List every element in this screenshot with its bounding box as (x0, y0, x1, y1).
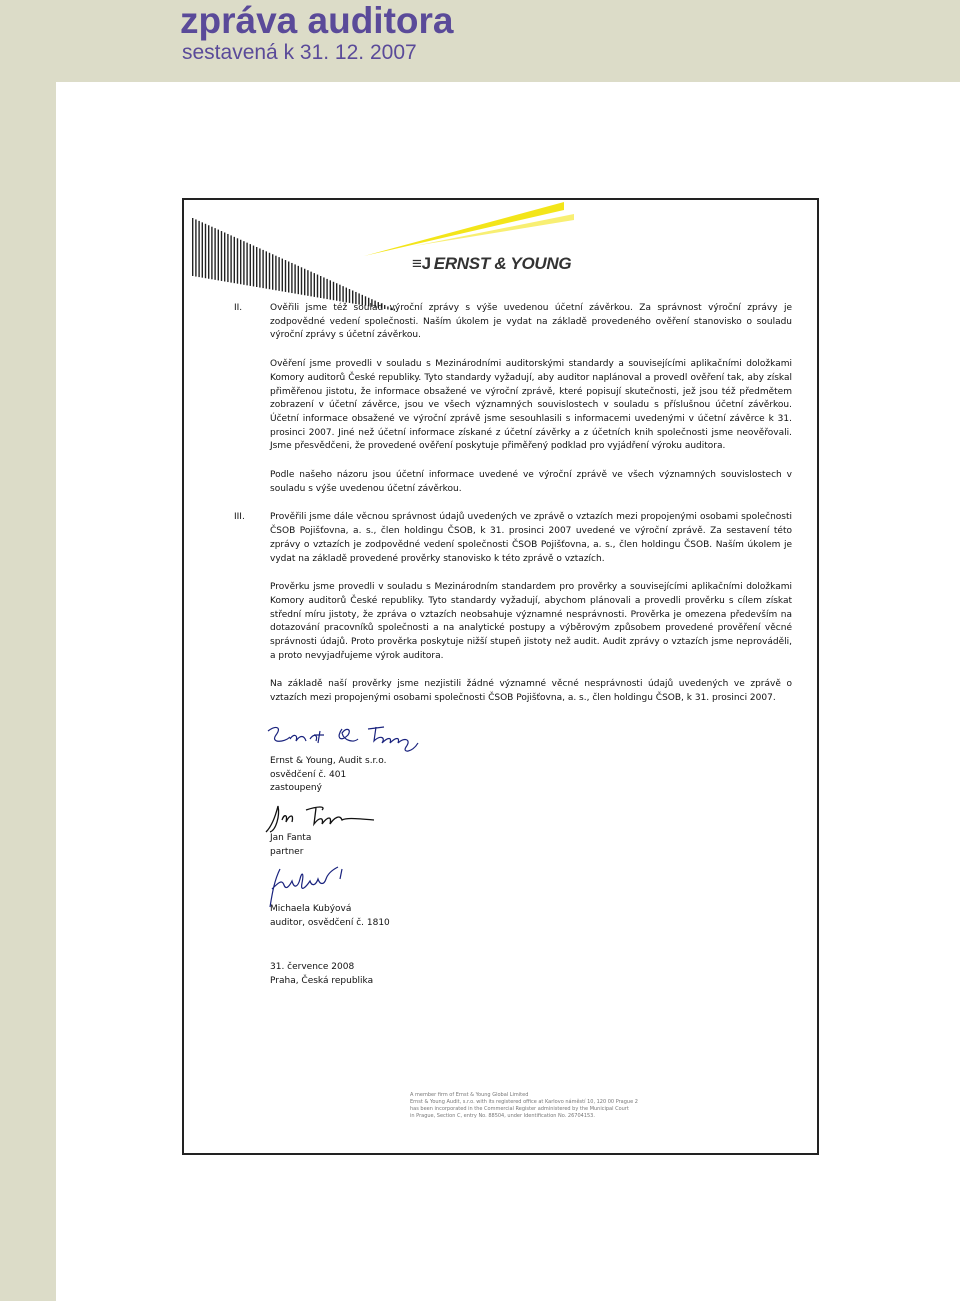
logo-ray (298, 266, 299, 294)
represented-label: zastoupený (270, 783, 322, 794)
firm-handwritten-signature-icon (262, 719, 442, 759)
logo-ray (237, 238, 238, 283)
paragraph: Ověřili jsme též soulad výroční zprávy s výše uvedenou účetní závěrkou. Za správnost výroční zprávy je zodpovědné vedení společnosti. Naším úkolem je vydat na základě provedeného ověření stanovisko o souladu výroční zprávy s účetní závěrkou. (270, 303, 792, 341)
logo-ray (275, 256, 276, 291)
logo-ray (214, 228, 215, 280)
logo-ray (272, 254, 273, 290)
logo-ray (253, 246, 254, 287)
logo-ray (227, 234, 228, 282)
logo-ray (278, 257, 279, 291)
logo-ray (234, 237, 235, 283)
footer-line: in Prague, Section C, entry No. 88504, under Identification No. 26704153. (410, 1113, 595, 1119)
signature-block (234, 721, 792, 988)
logo-ray (288, 262, 289, 293)
logo-ray (330, 280, 331, 299)
logo-ray (230, 235, 231, 282)
logo-ray (326, 279, 327, 299)
auditor-role: auditor, osvědčení č. 1810 (270, 918, 390, 929)
logo-ray (250, 244, 251, 286)
report-subtitle: sestavená k 31. 12. 2007 (182, 41, 417, 64)
paragraph: Ověření jsme provedli v souladu s Mezinárodními auditorskými standardy a souvisejícími aplikačními doložkami Komory auditorů České republiky. Tyto standardy vyžadují, aby auditor naplánoval a provedl ověření tak, aby získal přiměřenou jistotu, že informace obsažené ve výroční zprávě, které popisují skutečnosti, jež jsou též předmětem zobrazení v účetní závěrce, jsou ve všech významných souvislostech v souladu s příslušnou účetní závěrkou. Účetní informace obsažené ve výroční zprávě jsme sesouhlasili s informacemi uvedenými v účetní závěrce k 31. prosinci 2007. Jiné než účetní informace získané z účetní závěrky a z účetních knih společnosti jsme neověřovali. Jsme přesvědčeni, že provedené ověření poskytuje přiměřený podklad pro vyjádření výroku auditora. (270, 359, 792, 452)
logo-ray (342, 286, 343, 302)
paragraph: Prověřili jsme dále věcnou správnost údajů uvedených ve zprávě o vztazích mezi propojenými osobami společnosti ČSOB Pojišťovna, a. s., člen holdingu ČSOB, k 31. prosinci 2007 uvedené ve výroční zprávě. Za sestavení této zprávy o vztazích je zodpovědné vedení společnosti ČSOB Pojišťovna, a. s., člen holdingu ČSOB. Naším úkolem je vydat na základě provedené prověrky stanovisko k této zprávě o vztazích. (270, 512, 792, 564)
paragraph: Podle našeho názoru jsou účetní informace uvedené ve výroční zprávě ve všech významných souvislostech v souladu s výše uvedenou účetní závěrkou. (270, 470, 792, 494)
section-number: III. (234, 512, 245, 523)
logo-ray (314, 273, 315, 297)
logo-ray (262, 250, 263, 288)
logo-ray (221, 231, 222, 281)
logo-ray (202, 222, 203, 277)
logo-ray (205, 224, 206, 278)
partner-signature (270, 802, 792, 832)
logo-ray (323, 277, 324, 298)
logo-ray (349, 289, 350, 303)
logo-ray (240, 240, 241, 285)
logo-ray (320, 276, 321, 298)
auditor-signature (270, 867, 792, 903)
section-number: II. (234, 303, 243, 313)
logo-ray (304, 269, 305, 296)
paragraph: Prověrku jsme provedli v souladu s Mezinárodním standardem pro prověrky a souvisejícími aplikačními doložkami Komory auditorů České republiky. Tyto standardy vyžadují, abychom plánovali a provedli prověrku s cílem získat střední míru jistoty, že zpráva o vztazích neobsahuje významné nesprávnosti. Prověrka je omezena především na dotazování pracovníků společnosti a na analytické postupy a výběrovým způsobem provedené prověření věcné správnosti údajů. Proto prověrka poskytuje nižší stupeň jistoty než audit. Audit zprávy o vztazích jsme neprováděli, a proto nevyjadřujeme výrok auditora. (270, 582, 792, 661)
logo-ray (246, 243, 247, 286)
logo-ray (211, 227, 212, 280)
logo-ray (198, 221, 199, 277)
footer-line: has been incorporated in the Commercial Register administered by the Municipal Court (410, 1106, 629, 1112)
logo-ray (291, 263, 292, 293)
logo-ray (243, 241, 244, 285)
logo-ray (266, 251, 267, 288)
letter-place: Praha, Česká republika (270, 975, 374, 986)
ernst-young-logo (412, 254, 571, 274)
paragraph: Na základě naší prověrky jsme nezjistili žádné významné věcné nesprávnosti údajů uvedených ve zprávě o vztazích mezi propojenými osobami společnosti ČSOB Pojišťovna, a. s., člen holdingu ČSOB, k 31. prosinci 2007. (270, 679, 792, 704)
logo-ray (301, 267, 302, 294)
date-place (270, 961, 792, 988)
logo-ray (218, 230, 219, 281)
footer-line: Ernst & Young Audit, s.r.o. with its registered office at Karlovo náměstí 10, 120 00 Prague 2 (410, 1099, 638, 1105)
letter-date: 31. července 2008 (270, 961, 355, 972)
logo-ray (282, 259, 283, 292)
logo-ray (192, 218, 193, 276)
logo-ray (317, 275, 318, 298)
partner-handwritten-signature-icon (262, 800, 402, 836)
logo-ray (259, 248, 260, 287)
logo-ray (269, 253, 270, 289)
logo-ray (224, 233, 225, 282)
footer-line: A member firm of Ernst & Young Global Limited (410, 1092, 529, 1098)
partner-name: Jan Fanta (270, 832, 312, 843)
logo-ray (336, 283, 337, 301)
firm-signature (270, 721, 792, 755)
logo-ray (256, 247, 257, 287)
firm-license: osvědčení č. 401 (270, 769, 347, 780)
letter-footer (410, 1092, 670, 1120)
logo-ray (310, 272, 311, 297)
logo-ray (195, 219, 196, 276)
logo-ray (333, 282, 334, 300)
scanned-letter (182, 198, 819, 1155)
section-ii (234, 302, 792, 496)
logo-ray (346, 288, 347, 303)
report-title: zpráva auditora (180, 0, 454, 41)
logo-ray (307, 270, 308, 296)
auditor-handwritten-signature-icon (262, 865, 382, 909)
logo-ray (294, 264, 295, 293)
partner-role: partner (270, 846, 304, 857)
logo-ray (285, 260, 286, 292)
logo-ray (339, 285, 340, 302)
logo-ray (208, 225, 209, 279)
brand-name: ERNST & YOUNG (433, 254, 572, 273)
firm-name: Ernst & Young, Audit s.r.o. (270, 755, 387, 766)
auditor-name: Michaela Kubýová (270, 904, 352, 915)
ey-mark-icon: ≡J (412, 254, 431, 273)
letter-body (234, 302, 792, 988)
section-iii (234, 511, 792, 705)
